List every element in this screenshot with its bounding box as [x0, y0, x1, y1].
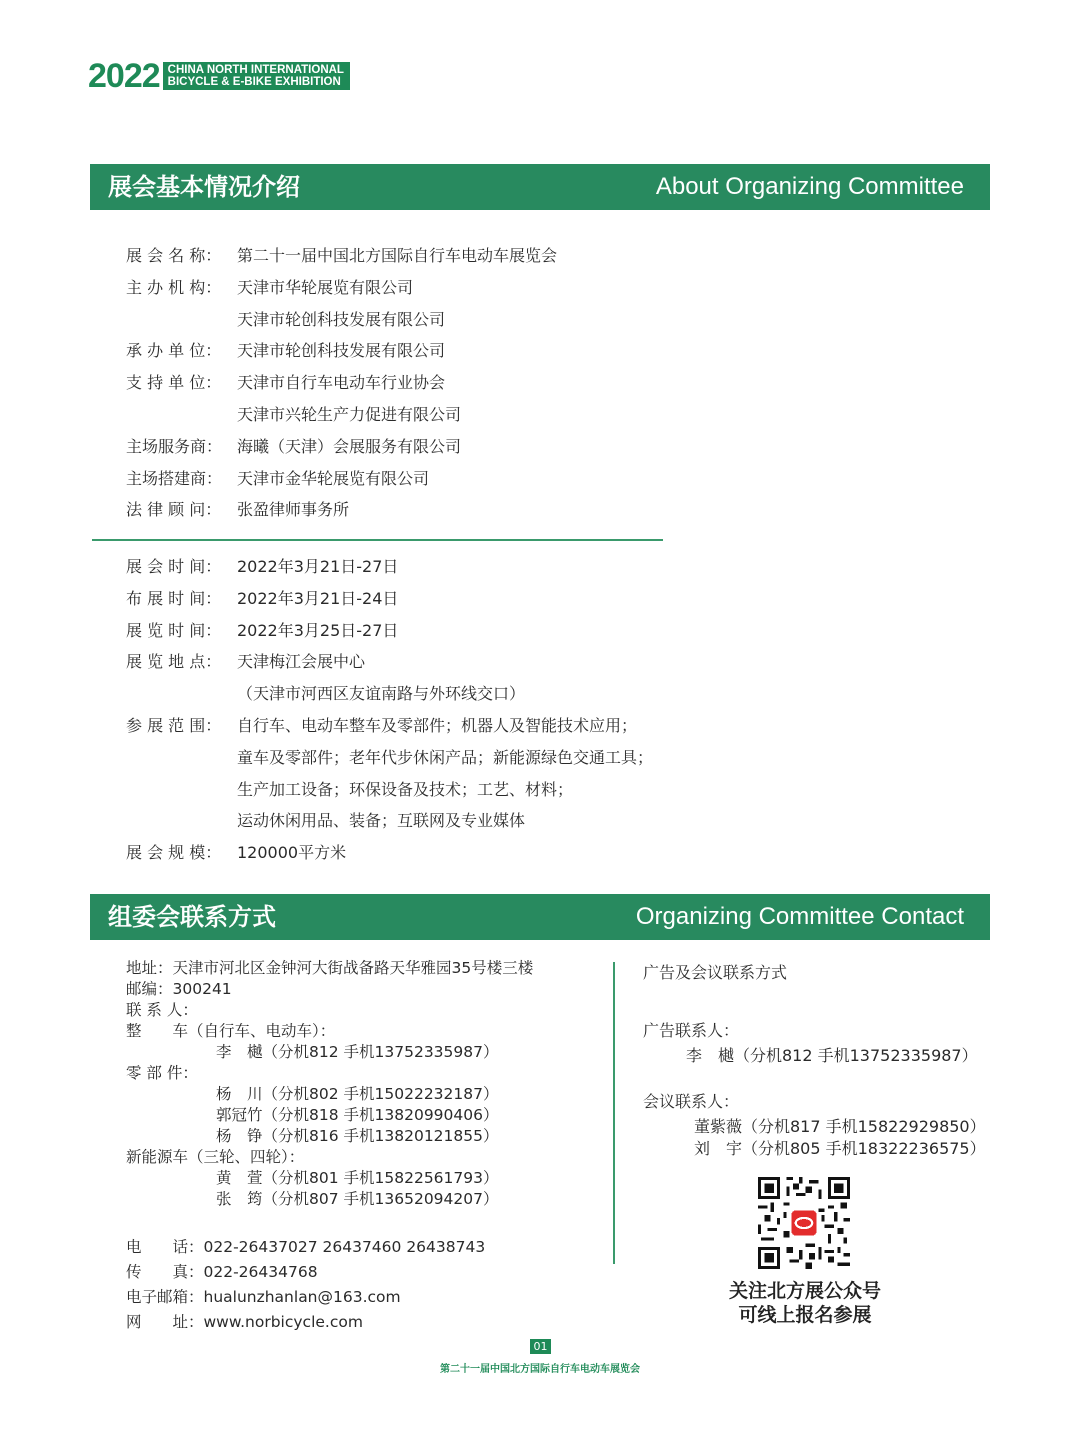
info-value: 120000平方米 — [237, 843, 347, 863]
info-value: 天津市华轮展览有限公司 — [237, 277, 414, 297]
meeting-contact-label: 会议联系人： — [643, 1092, 740, 1111]
section-divider — [92, 539, 663, 541]
category-vehicle: 整 车（自行车、电动车）： — [126, 1022, 336, 1040]
section-title-en: About Organizing Committee — [655, 173, 964, 200]
info-value: 自行车、电动车整车及零部件；机器人及智能技术应用； — [237, 715, 638, 735]
exhibition-logo — [88, 57, 350, 95]
info-label: 参 展 范 围： — [126, 715, 222, 735]
info-row — [126, 463, 557, 495]
qr-caption-follow: 关注北方展公众号 — [728, 1280, 881, 1302]
info-row — [126, 646, 653, 678]
contact-person: 李 樾（分机812 手机13752335987） — [216, 1043, 499, 1061]
info-row — [126, 615, 653, 647]
info-row — [126, 367, 557, 399]
postcode: 邮编：300241 — [126, 980, 232, 998]
info-value: 张盈律师事务所 — [237, 500, 350, 520]
info-value: 天津市兴轮生产力促进有限公司 — [237, 404, 462, 424]
contact-details — [126, 958, 533, 1335]
schedule-info — [126, 551, 653, 869]
info-row — [126, 399, 557, 431]
logo-line-2: BICYCLE & E-BIKE EXHIBITION — [167, 76, 341, 88]
phone: 电 话：022-26437027 26437460 26438743 — [126, 1238, 486, 1256]
contacts-label: 联 系 人： — [126, 1001, 198, 1019]
ad-contact-person: 李 樾（分机812 手机13752335987） — [686, 1046, 978, 1065]
info-label: 展 会 规 模： — [126, 843, 222, 863]
meeting-contact-person: 董紫薇（分机817 手机15822929850） — [694, 1117, 986, 1136]
info-label — [126, 304, 237, 336]
info-row — [126, 272, 557, 304]
info-value: 2022年3月21日-24日 — [237, 588, 399, 608]
info-label — [126, 399, 237, 431]
contact-person: 杨 铮（分机816 手机13820121855） — [216, 1127, 499, 1145]
info-label — [126, 742, 237, 774]
logo-line-1: CHINA NORTH INTERNATIONAL — [167, 64, 344, 76]
info-value: 生产加工设备；环保设备及技术；工艺、材料； — [237, 779, 574, 799]
info-row — [126, 837, 653, 869]
info-row — [126, 678, 653, 710]
qr-code-icon[interactable] — [758, 1177, 850, 1269]
info-label — [126, 678, 237, 710]
info-label: 主场服务商： — [126, 436, 223, 456]
contact-person: 杨 川（分机802 手机15022232187） — [216, 1085, 499, 1103]
info-value: 天津市自行车电动车行业协会 — [237, 373, 446, 393]
info-value: （天津市河西区友谊南路与外环线交口） — [237, 684, 526, 704]
column-divider — [613, 962, 615, 1264]
qr-caption-register: 可线上报名参展 — [738, 1304, 872, 1326]
footer-text: 第二十一届中国北方国际自行车电动车展览会 — [440, 1364, 640, 1375]
info-row — [126, 494, 557, 526]
section-banner-contact — [90, 894, 990, 940]
info-value: 天津市金华轮展览有限公司 — [237, 468, 430, 488]
info-row — [126, 240, 557, 272]
category-parts: 零 部 件： — [126, 1064, 198, 1082]
contact-person: 张 筠（分机807 手机13652094207） — [216, 1190, 499, 1208]
info-label: 布 展 时 间： — [126, 588, 222, 608]
section-title-en: Organizing Committee Contact — [635, 903, 964, 930]
info-label: 主场搭建商： — [126, 468, 223, 488]
contact-person: 郭冠竹（分机818 手机13820990406） — [216, 1106, 499, 1124]
logo-tagline — [163, 62, 350, 90]
info-value: 第二十一届中国北方国际自行车电动车展览会 — [237, 246, 558, 265]
ad-contact-label: 广告联系人： — [643, 1021, 740, 1040]
fax: 传 真：022-26434768 — [126, 1263, 318, 1281]
info-label: 展 览 地 点： — [126, 652, 222, 672]
address: 地址：天津市河北区金钟河大街战备路天华雅园35号楼三楼 — [126, 959, 534, 977]
section-banner-about — [90, 164, 990, 210]
info-label: 承 办 单 位： — [126, 341, 222, 361]
info-row — [126, 335, 557, 367]
info-label: 展 会 时 间： — [126, 557, 222, 576]
section-title-zh: 展会基本情况介绍 — [108, 173, 300, 201]
info-value: 海曦（天津）会展服务有限公司 — [237, 436, 462, 456]
info-label: 展 会 名 称： — [126, 246, 222, 265]
organizer-info — [126, 240, 557, 526]
logo-year: 2022 — [88, 57, 160, 95]
info-row — [126, 774, 653, 806]
info-label: 支 持 单 位： — [126, 373, 222, 393]
info-value: 天津梅江会展中心 — [237, 652, 366, 672]
ad-meeting-title: 广告及会议联系方式 — [643, 963, 788, 982]
info-row — [126, 551, 653, 583]
info-row — [126, 304, 557, 336]
section-title-zh: 组委会联系方式 — [108, 903, 276, 931]
info-label — [126, 805, 237, 837]
meeting-contact-person: 刘 宇（分机805 手机18322236575） — [694, 1139, 986, 1158]
contact-person: 黄 萱（分机801 手机15822561793） — [216, 1169, 499, 1187]
info-value: 天津市轮创科技发展有限公司 — [237, 309, 446, 329]
info-label: 主 办 机 构： — [126, 277, 222, 297]
info-row — [126, 710, 653, 742]
info-row — [126, 805, 653, 837]
info-row — [126, 431, 557, 463]
info-row — [126, 583, 653, 615]
info-label — [126, 774, 237, 806]
info-value: 2022年3月25日-27日 — [237, 620, 399, 640]
info-value: 运动休闲用品、装备；互联网及专业媒体 — [237, 811, 526, 831]
info-label: 法 律 顾 问： — [126, 500, 222, 520]
email-link[interactable]: 电子邮箱：hualunzhanlan@163.com — [126, 1288, 401, 1306]
page-number: 01 — [530, 1339, 551, 1354]
info-row — [126, 742, 653, 774]
info-value: 天津市轮创科技发展有限公司 — [237, 341, 446, 361]
category-new-energy: 新能源车（三轮、四轮）： — [126, 1148, 305, 1166]
website-link[interactable]: 网 址：www.norbicycle.com — [126, 1313, 363, 1331]
info-label: 展 览 时 间： — [126, 620, 222, 640]
info-value: 童车及零部件；老年代步休闲产品；新能源绿色交通工具； — [237, 747, 654, 767]
info-value: 2022年3月21日-27日 — [237, 557, 399, 576]
